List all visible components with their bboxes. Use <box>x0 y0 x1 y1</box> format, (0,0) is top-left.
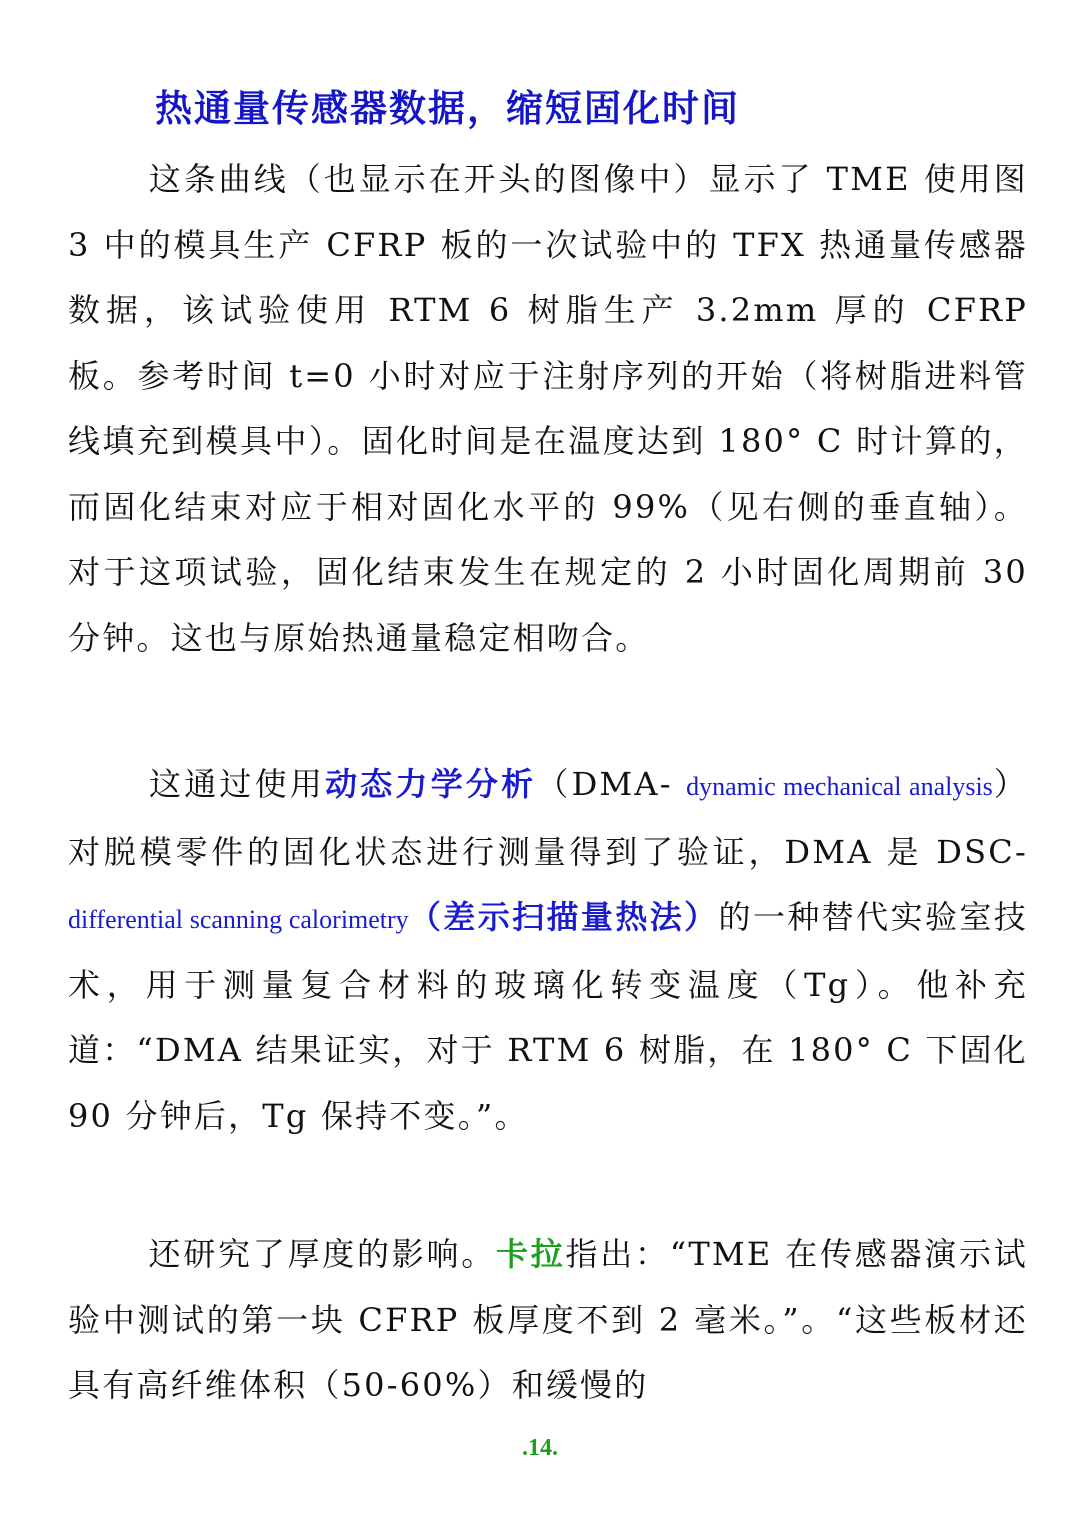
page-number: .14. <box>522 1435 558 1461</box>
paragraph1-text: 这条曲线（也显示在开头的图像中）显示了 TME 使用图 3 中的模具生产 CFRP 板的一次试验中的 TFX 热通量传感器数据，该试验使用 RTM 6 树脂生产 3.2mm 厚的 CFRP 板。参考时间 t=0 小时对应于注射序列的开始（将树脂进料管线填充到模具中）。固化时间是在温度达到 180° C 时计算的，而固化结束对应于相对固化水平的 99%（见右侧的垂直轴）。对于这项试验，固化结束发生在规定的 2 小时固化周期前 30 分钟。这也与原始热通量稳定相吻合。 <box>68 160 1028 657</box>
paragraph2-before: 这通过使用 <box>148 765 326 803</box>
paragraph-thickness <box>68 1222 1028 1419</box>
dma-term-en: dynamic mechanical analysis <box>686 772 993 801</box>
dma-term-cn: 动态力学分析 <box>325 765 537 803</box>
paragraph3-after: 指出：“TME 在传感器演示试验中测试的第一块 CFRP 板厚度不到 2 毫米。”。“这些板材还具有高纤维体积（50-60%）和缓慢的 <box>68 1235 1028 1404</box>
person-name: 卡拉 <box>496 1235 566 1273</box>
paragraph2-after: 的一种替代实验室技术，用于测量复合材料的玻璃化转变温度（Tg）。他补充道：“DMA 结果证实，对于 RTM 6 树脂，在 180° C 下固化 90 分钟后，Tg 保持不变。”。 <box>68 898 1028 1135</box>
section-heading: 热通量传感器数据，缩短固化时间 <box>155 86 740 130</box>
paragraph2-mid: ）对脱模零件的固化状态进行测量得到了验证，DMA 是 DSC- <box>68 765 1029 871</box>
dsc-term-en: differential scanning calorimetry <box>68 905 409 934</box>
paragraph-heat-flux <box>68 147 1028 671</box>
paragraph-dma <box>68 752 1028 1149</box>
dsc-term-cn: （差示扫描量热法） <box>408 898 719 936</box>
paragraph2-paren: （DMA- <box>536 765 687 803</box>
paragraph3-before: 还研究了厚度的影响。 <box>148 1235 497 1273</box>
